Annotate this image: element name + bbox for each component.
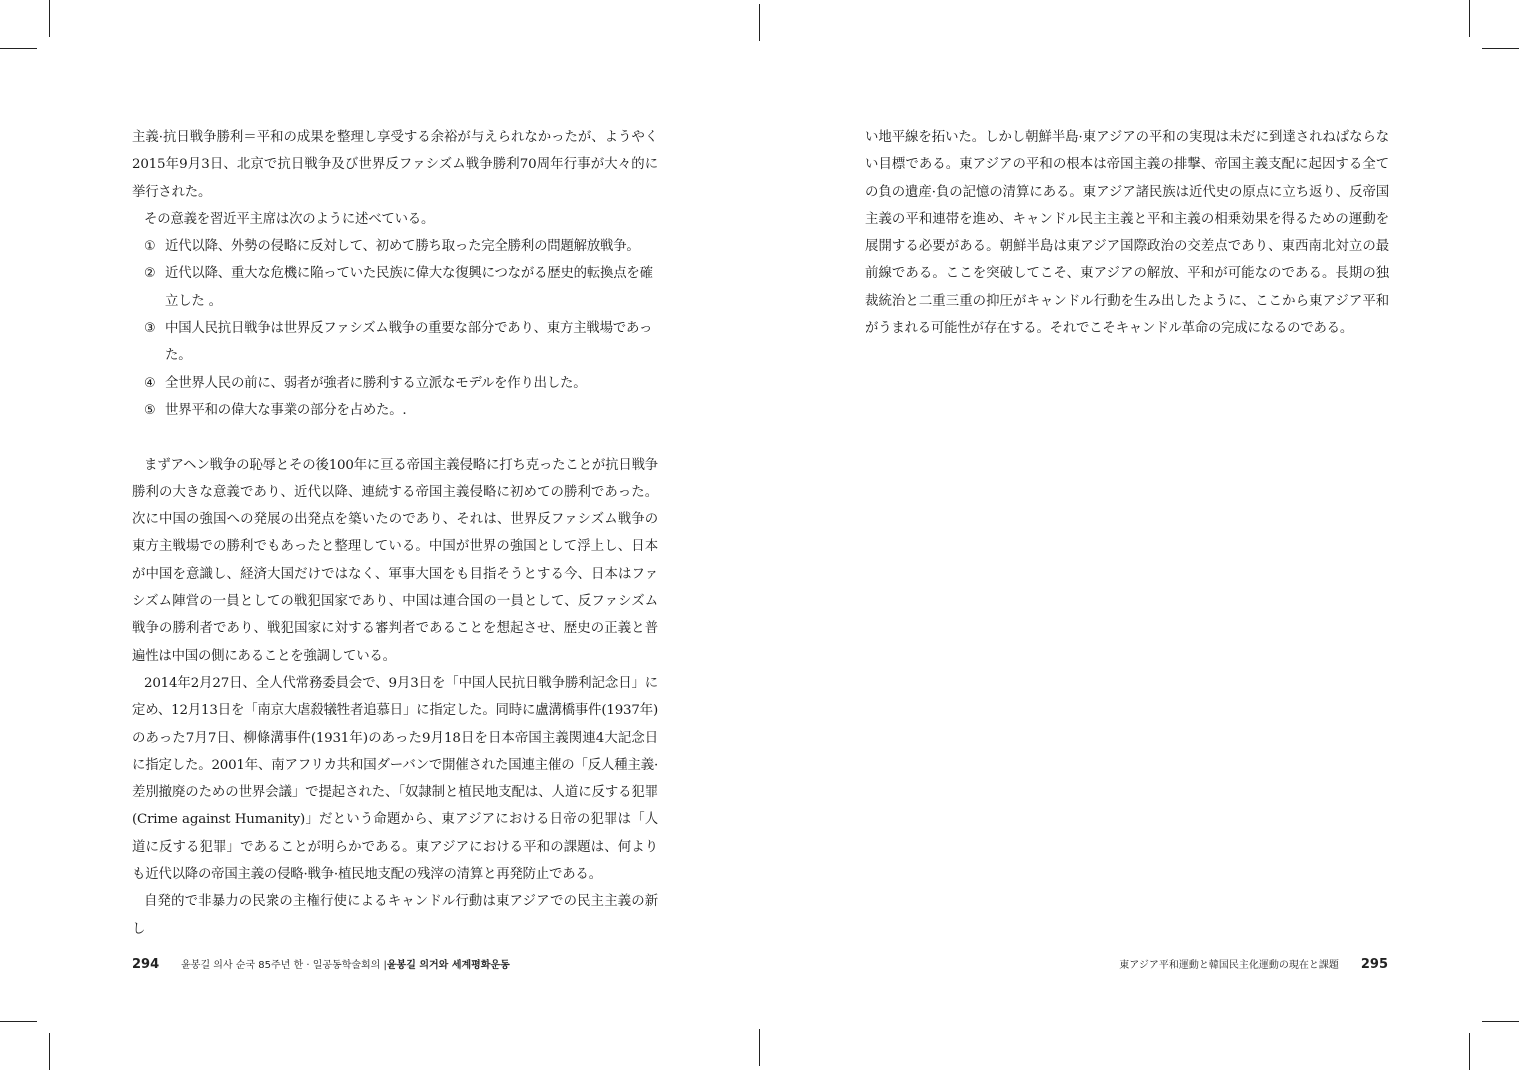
page-number: 294 [132,957,160,972]
crop-mark [49,1033,50,1070]
list-item [132,260,658,315]
list-item-text: 全世界人民の前に、弱者が強者に勝利する立派なモデルを作り出した。 [165,375,587,391]
list-item-text: 中国人民抗日戦争は世界反ファシズム戦争の重要な部分であり、東方主戦場であった。 [165,321,653,364]
crop-mark [1482,1021,1519,1022]
right-footer [1119,956,1388,974]
numbered-list [132,233,658,424]
crop-mark [1469,0,1470,37]
page-number: 295 [1360,957,1388,972]
paragraph: まずアヘン戦争の恥辱とその後100年に亘る帝国主義侵略に打ち克ったことが抗日戦争勝利の大きな意義であり、近代以降、連続する帝国主義侵略に初めての勝利であった。次に中国の強国への発展の出発点を築いたのであり、それは、世界反ファシズム戦争の東方主戦場での勝利でもあったと整理している。中国が世界の強国として浮上し、日本が中国を意識し、経済大国だけではなく、軍事大国をも目指そうとする今、日本はファシズム陣営の一員としての戦犯国家であり、中国は連合国の一員として、反ファシズム戦争の勝利者であり、戦犯国家に対する審判者であることを想起させ、歴史の正義と普遍性は中国の側にあることを強調している。 [132,457,658,664]
list-item-text: 近代以降、外勢の侵略に反対して、初めて勝ち取った完全勝利の問題解放戦争。 [165,239,640,255]
list-number: ③ [144,321,156,337]
left-page-body [132,124,658,943]
running-head: 東アジア平和運動と韓国民主化運動の現在と課題 [1119,960,1339,971]
paragraph-spacer [132,424,658,451]
running-head: 윤봉길 의사 순국 85주년 한 · 일공동학술회의 | [181,960,387,971]
crop-mark [1482,48,1519,49]
paragraph: 主義·抗日戦争勝利＝平和の成果を整理し享受する余裕が与えられなかったが、ようやく2015年9月3日、北京で抗日戦争及び世界反ファシズム戦争勝利70周年行事が大々的に挙行された。 [132,130,658,200]
list-number: ① [144,239,156,255]
crop-mark [759,1029,760,1066]
crop-mark [1469,1033,1470,1070]
right-page-body [865,124,1389,342]
paragraph: 2014年2月27日、全人代常務委員会で、9月3日を「中国人民抗日戦争勝利記念日」に定め、12月13日を「南京大虐殺犠牲者追慕日」に指定した。同時に盧溝橋事件(1937年)のあった7月7日、柳條溝事件(1931年)のあった9月18日を日本帝国主義関連4大記念日に指定した。2001年、南アフリカ共和国ダーバンで開催された国連主催の「反人種主義·差別撤廃のための世界会議」で提起された、「奴隷制と植民地支配は、人道に反する犯罪(Crime against Humanity)」だという命題から、東アジアにおける日帝の犯罪は「人道に反する犯罪」であることが明らかである。東アジアにおける平和の課題は、何よりも近代以降の帝国主義の侵略·戦争·植民地支配の残滓の清算と再発防止である。 [132,675,658,883]
list-item [132,370,658,397]
crop-mark [759,4,760,41]
list-item [132,233,658,260]
list-item-text: 近代以降、重大な危機に陥っていた民族に偉大な復興につながる歴史的転換点を確立した 。 [165,266,653,309]
left-footer [132,956,510,974]
crop-mark [0,48,37,49]
list-number: ② [144,266,156,282]
crop-mark [49,0,50,37]
paragraph: 自発的で非暴力の民衆の主権行使によるキャンドル行動は東アジアでの民主主義の新し [132,894,658,937]
list-number: ④ [144,375,156,391]
crop-mark [0,1021,37,1022]
paragraph: その意義を習近平主席は次のように述べている。 [144,211,435,227]
paragraph: い地平線を拓いた。しかし朝鮮半島·東アジアの平和の実現は未だに到達されねばならない目標である。東アジアの平和の根本は帝国主義の排撃、帝国主義支配に起因する全ての負の遺産·負の記憶の清算にある。東アジア諸民族は近代史の原点に立ち返り、反帝国主義の平和連帯を進め、キャンドル民主主義と平和主義の相乗効果を得るための運動を展開する必要がある。朝鮮半島は東アジア国際政治の交差点であり、東西南北対立の最前線である。ここを突破してこそ、東アジアの解放、平和が可能なのである。長期の独裁統治と二重三重の抑圧がキャンドル行動を生み出したように、ここから東アジア平和がうまれる可能性が存在する。それでこそキャンドル革命の完成になるのである。 [865,130,1389,337]
running-head-title: 윤봉길 의거와 세계평화운동 [386,960,510,971]
list-item-text: 世界平和の偉大な事業の部分を占めた。. [165,402,407,418]
list-item [132,397,658,424]
list-item [132,315,658,370]
list-number: ⑤ [144,402,156,418]
